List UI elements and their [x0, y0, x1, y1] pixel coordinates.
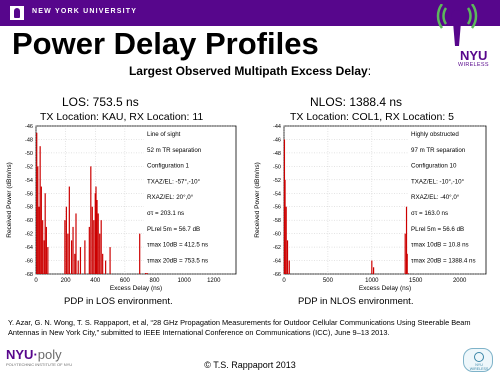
- annotation-text: 97 m TR separation: [411, 146, 466, 154]
- pdp-bar: [46, 227, 47, 274]
- x-tick-label: 800: [149, 278, 160, 284]
- annotation-text: τmax 20dB = 753.5 ns: [147, 257, 209, 265]
- citation-reference: Y. Azar, G. N. Wong, T. S. Rappaport, et al, “28 GHz Propagation Measurements for Outdoor Cellular Communications Using Steerable Beam Antennas in New York City,” submitted to IEEE International Conference on Communications (ICC), June 9–13 2013.: [8, 318, 471, 337]
- pdp-bar: [38, 207, 39, 274]
- pdp-bar: [75, 213, 76, 274]
- pdp-bar: [47, 247, 48, 274]
- y-tick-label: -56: [25, 191, 33, 198]
- pdp-bar: [99, 234, 100, 274]
- pdp-bar: [36, 133, 37, 274]
- y-tick-label: -58: [25, 204, 33, 211]
- subtitle-colon: :: [367, 64, 372, 78]
- pdp-bar: [64, 220, 65, 274]
- logo-poly-text: poly: [37, 347, 62, 362]
- pdp-bar: [40, 146, 41, 274]
- y-tick-label: -58: [273, 218, 281, 225]
- pdp-bar: [95, 187, 96, 274]
- pdp-bar: [139, 234, 140, 274]
- x-axis-label: Excess Delay (ns): [358, 285, 412, 292]
- pdp-bar: [405, 234, 406, 274]
- pdp-bar: [44, 240, 45, 274]
- los-heading: LOS: 753.5 ns: [62, 95, 139, 109]
- x-tick-label: 2000: [452, 278, 467, 284]
- pdp-bar: [373, 267, 374, 274]
- slide-subtitle: [0, 64, 500, 78]
- nyu-torch-icon: [10, 6, 24, 20]
- pdp-bar: [96, 200, 97, 274]
- annotation-text: στ = 203.1 ns: [147, 210, 185, 217]
- y-tick-label: -62: [273, 245, 281, 252]
- logo-tagline: POLYTECHNIC INSTITUTE OF NYU: [6, 362, 73, 367]
- y-tick-label: -56: [273, 204, 281, 211]
- annotation-text: τmax 10dB = 412.5 ns: [147, 241, 209, 249]
- y-tick-label: -52: [25, 164, 33, 171]
- pdp-bar: [287, 240, 288, 274]
- annotation-text: TXAZ/EL: -57°,-10°: [147, 178, 201, 186]
- pdp-bar: [67, 234, 68, 274]
- pdp-bar: [101, 220, 102, 274]
- x-tick-label: 400: [90, 278, 101, 284]
- y-tick-label: -66: [273, 272, 281, 278]
- pdp-bar: [80, 247, 81, 274]
- pdp-bar: [84, 240, 85, 274]
- pdp-bar: [92, 207, 93, 274]
- copyright-footer: © T.S. Rappaport 2013: [204, 360, 296, 370]
- annotation-text: Configuration 10: [411, 162, 457, 170]
- los-caption: PDP in LOS environment.: [64, 296, 173, 307]
- x-tick-label: 0: [282, 278, 286, 284]
- pdp-bar: [109, 247, 110, 274]
- pdp-bar: [371, 261, 372, 274]
- wireless-antenna-icon: [434, 4, 494, 54]
- y-tick-label: -64: [25, 245, 33, 252]
- x-tick-label: 0: [34, 278, 38, 284]
- nlos-location: TX Location: COL1, RX Location: 5: [290, 111, 455, 123]
- pdp-bar: [78, 261, 79, 274]
- pdp-bar: [72, 227, 73, 274]
- pdp-bar: [289, 261, 290, 274]
- x-tick-label: 1000: [177, 278, 191, 284]
- pdp-bar: [42, 220, 43, 274]
- pdp-bar: [90, 166, 91, 274]
- pdp-bar: [105, 261, 106, 274]
- pdp-bar: [45, 193, 46, 274]
- y-tick-label: -50: [273, 164, 281, 171]
- slide-title: Power Delay Profiles: [12, 26, 319, 61]
- annotation-text: PLrel 5m = 56.6 dB: [411, 225, 465, 233]
- y-tick-label: -62: [25, 231, 33, 238]
- y-tick-label: -60: [273, 231, 281, 238]
- pdp-bar: [41, 187, 42, 274]
- y-tick-label: -46: [25, 124, 33, 130]
- pdp-bar: [93, 220, 94, 274]
- university-header-bar: [0, 0, 500, 26]
- annotation-text: TXAZ/EL: -10°,-10°: [411, 178, 465, 186]
- y-tick-label: -68: [25, 272, 33, 278]
- x-tick-label: 500: [322, 278, 333, 284]
- y-tick-label: -54: [25, 177, 33, 184]
- x-tick-label: 600: [119, 278, 130, 284]
- logo-nyu-text: NYU·: [6, 347, 38, 362]
- pdp-bar: [71, 240, 72, 274]
- annotation-text: τmax 20dB = 1388.4 ns: [411, 257, 476, 265]
- pdp-bar: [69, 187, 70, 274]
- pdp-bar: [102, 254, 103, 274]
- los-pdp-chart: [4, 122, 242, 294]
- annotation-text: 52 m TR separation: [147, 146, 202, 154]
- annotation-text: στ = 163.0 ns: [411, 210, 449, 217]
- x-axis-label: Excess Delay (ns): [109, 285, 163, 292]
- logo-main-text: NYU: [460, 48, 488, 63]
- badge-text: NYU WIRELESS: [469, 363, 489, 371]
- annotation-text: Line of sight: [147, 131, 181, 138]
- logo-sub-text: WIRELESS: [458, 62, 489, 68]
- y-tick-label: -50: [25, 150, 33, 157]
- annotation-text: Configuration 1: [147, 162, 189, 170]
- pdp-bar: [89, 227, 90, 274]
- y-axis-label: Received Power (dBm/ns): [254, 162, 261, 238]
- annotation-text: PLrel 5m = 56.7 dB: [147, 225, 201, 233]
- pdp-bar: [406, 207, 407, 274]
- pdp-bar: [98, 213, 99, 274]
- x-tick-label: 200: [60, 278, 71, 284]
- pdp-bar: [74, 254, 75, 274]
- nlos-pdp-chart: [252, 122, 492, 294]
- y-tick-label: -48: [25, 137, 33, 144]
- nyu-wireless-badge-logo: [463, 348, 493, 372]
- pdp-bar: [286, 207, 287, 274]
- y-tick-label: -54: [273, 191, 281, 198]
- x-tick-label: 1000: [365, 278, 379, 284]
- y-tick-label: -52: [273, 177, 281, 184]
- y-tick-label: -48: [273, 150, 281, 157]
- university-name: NEW YORK UNIVERSITY: [32, 8, 138, 15]
- y-tick-label: -44: [273, 124, 281, 130]
- y-tick-label: -64: [273, 258, 281, 265]
- annotation-text: RXAZ/EL: -40°,0°: [411, 194, 460, 202]
- los-location: TX Location: KAU, RX Location: 11: [40, 111, 204, 123]
- x-tick-label: 1200: [207, 278, 221, 284]
- pdp-bar: [37, 166, 38, 274]
- annotation-text: RXAZ/EL: 20°,0°: [147, 194, 194, 202]
- annotation-text: Highly obstructed: [411, 131, 459, 138]
- nlos-caption: PDP in NLOS environment.: [298, 296, 414, 307]
- y-tick-label: -46: [273, 137, 281, 144]
- y-tick-label: -60: [25, 218, 33, 225]
- pdp-bar: [66, 207, 67, 274]
- y-tick-label: -66: [25, 258, 33, 265]
- x-tick-label: 1500: [409, 278, 423, 284]
- pdp-bar: [284, 180, 285, 274]
- nlos-heading: NLOS: 1388.4 ns: [310, 95, 403, 109]
- annotation-text: τmax 10dB = 10.8 ns: [411, 241, 469, 249]
- y-axis-label: Received Power (dBm/ns): [6, 162, 13, 238]
- subtitle-text: Largest Observed Multipath Excess Delay: [128, 64, 368, 78]
- badge-emblem-icon: [474, 352, 484, 362]
